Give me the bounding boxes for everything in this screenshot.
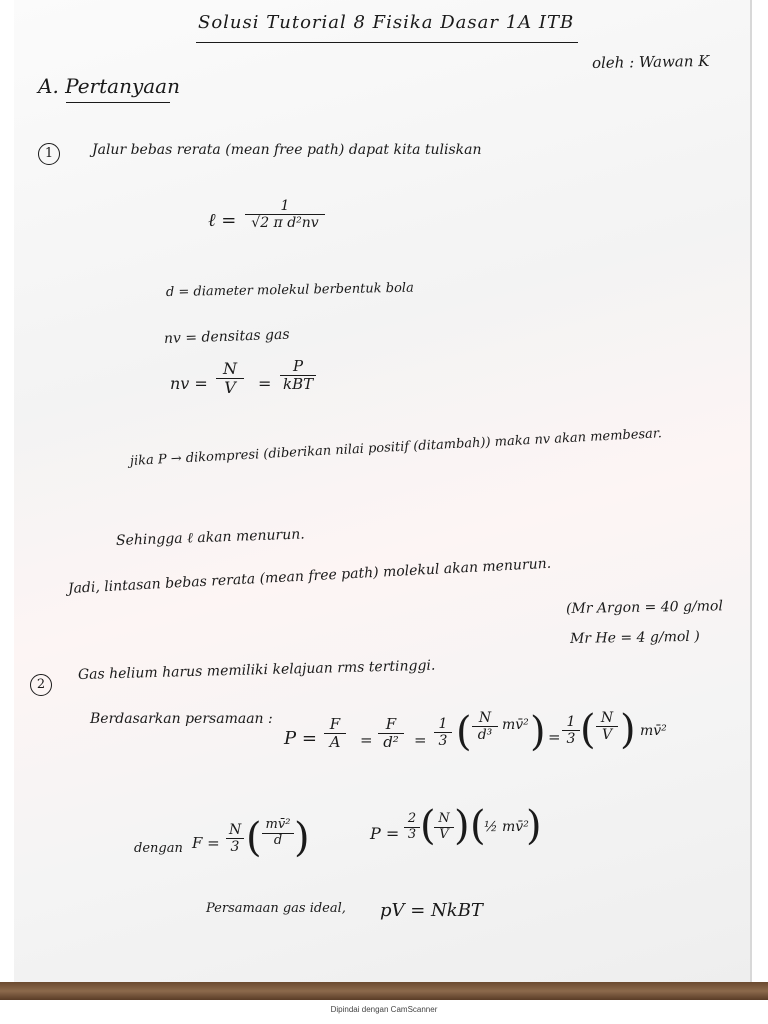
frac-numerator: N [438,811,450,826]
frac-denominator: 3 [438,733,448,750]
nv-lhs: nv = [170,374,208,393]
mfp-fraction [245,198,325,231]
frac-numerator: F [329,715,341,733]
p2-frac-2-3 [404,812,420,843]
frac-denominator: d³ [477,727,493,744]
paren-left: ( [246,815,262,861]
table-edge [0,982,768,1000]
frac-numerator: F [385,715,397,733]
section-heading: A. Pertanyaan [38,74,180,98]
frac-numerator: N [600,710,614,726]
frac-numerator: 1 [566,714,576,730]
f-frac-mv2-d [262,818,294,849]
half-mv-squared: ½ mv̄² [484,819,529,835]
title-underline [196,42,578,43]
frac-denominator: 3 [230,839,240,856]
paren-right: ) [530,709,546,755]
dengan-label: dengan [134,841,183,856]
q1-intro: Jalur bebas rerata (mean free path) dapat kita tuliskan [92,142,482,158]
p-frac-one-third-2 [562,714,580,747]
ideal-gas-equation: pV = NkBT [380,900,483,921]
nv-frac-numerator: N [223,359,237,378]
p-frac-one-third [434,716,452,749]
paren-left: ( [470,803,486,849]
frac-denominator: 3 [566,731,576,748]
paren-right: ) [294,815,310,861]
ideal-gas-label: Persamaan gas ideal, [206,901,346,916]
paren-left: ( [456,709,472,755]
definition-nv: nv = densitas gas [163,326,290,347]
frac-numerator: 2 [407,811,417,826]
author-line: oleh : Wawan K [591,51,710,72]
p-frac-f-d2 [378,716,404,752]
mv-squared: mv̄² [502,717,529,733]
question-1-number: 1 [38,143,60,165]
q2-intro: Gas helium harus memiliki kelajuan rms tertinggi. [77,657,436,683]
equals-sign: = [360,731,373,749]
section-underline [66,102,170,103]
nv-fraction-n-v [216,360,244,398]
paren-left: ( [420,803,436,849]
mfp-numerator: 1 [280,198,290,214]
nv-fraction-p-kt [280,358,316,394]
frac-denominator: A [329,733,341,752]
mfp-denominator: √2 π d²nv [251,215,319,232]
frac-denominator: V [439,826,449,842]
mr-helium: Mr He = 4 g/mol ) [569,628,700,647]
p-frac-f-a [324,716,346,752]
p-frac-n-v [596,710,618,743]
equals-sign: = [548,728,561,746]
mfp-lhs: ℓ = [208,210,237,231]
p-frac-n-d3 [472,710,498,743]
paren-right: ) [620,707,636,753]
p2-lhs: P = [370,824,400,843]
frac-numerator: N [478,710,492,726]
frac-denominator: d [273,832,283,848]
paren-right: ) [526,803,542,849]
p-lhs: P = [284,728,317,749]
scanner-watermark: Dipindai dengan CamScanner [330,1005,438,1014]
line-jadi: Jadi, lintasan bebas rerata (mean free path) molekul akan menurun. [67,555,552,597]
f-frac-n-3 [226,822,244,855]
nv-equals: = [258,374,272,393]
paren-left: ( [580,707,596,753]
line-jika: jika P → dikompresi (diberikan nilai positif (ditambah)) maka nv akan membesar. [129,426,663,469]
equals-sign: = [414,731,427,749]
question-2-number: 2 [30,674,52,696]
nv-frac2-denominator: kBT [283,375,314,394]
line-sehingga: Sehingga ℓ akan menurun. [115,526,305,549]
frac-numerator: N [229,822,242,838]
frac-denominator: V [601,727,613,744]
f-lhs: F = [192,834,220,852]
paren-right: ) [454,803,470,849]
p2-frac-n-v [434,812,454,843]
frac-numerator: 1 [438,716,448,732]
frac-numerator: mv̄² [265,817,291,832]
definition-d: d = diameter molekul berbentuk bola [165,280,414,300]
frac-denominator: d² [383,733,399,752]
nv-frac2-numerator: P [292,357,304,375]
berdasarkan-label: Berdasarkan persamaan : [90,711,273,727]
mr-argon: (Mr Argon = 40 g/mol [565,598,724,617]
mv-squared: mv̄² [640,723,667,739]
page-title: Solusi Tutorial 8 Fisika Dasar 1A ITB [198,12,575,33]
frac-denominator: 3 [407,826,417,842]
nv-frac-denominator: V [224,378,236,398]
